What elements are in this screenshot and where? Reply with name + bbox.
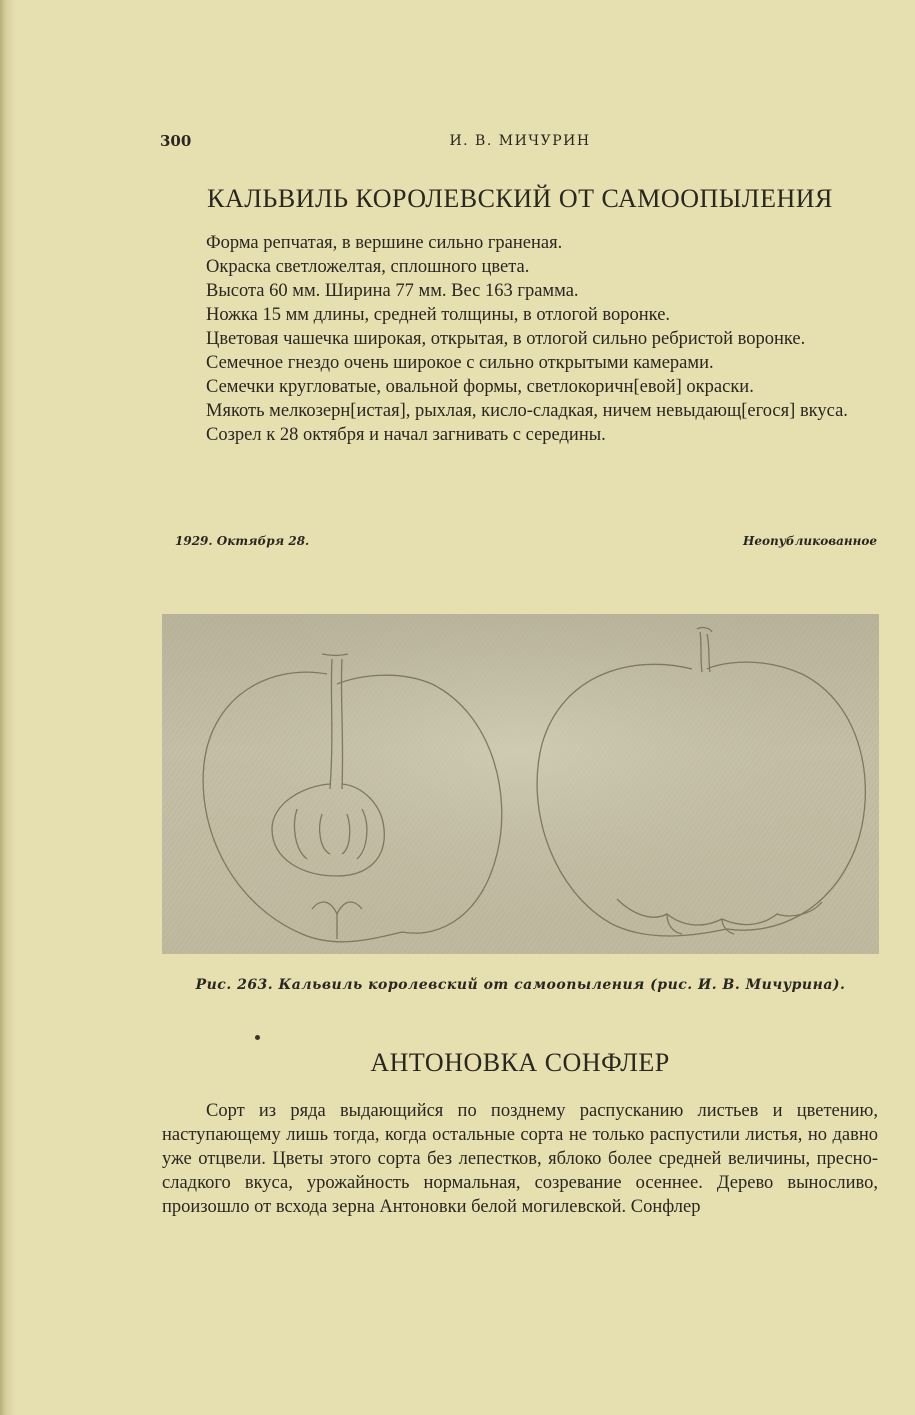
paragraph: Ножка 15 мм длины, средней толщины, в отлогой воронке. [206,305,671,325]
paragraph: Окраска светложелтая, сплошного цвета. [206,257,530,277]
paragraph: Семечное гнездо очень широкое с сильно открытыми камерами. [206,353,714,373]
section-title-antonovka: АНТОНОВКА СОНФЛЕР [370,1048,670,1077]
section-body-calville [162,231,878,447]
paragraph: Созрел к 28 октября и начал загнивать с середины. [206,425,606,445]
paragraph: Высота 60 мм. Ширина 77 мм. Вес 163 грамма. [206,281,579,301]
apple-drawing-figure [162,614,879,954]
paragraph: Семечки кругловатые, овальной формы, светлокоричн[евой] окраски. [206,377,754,397]
paragraph: Форма репчатая, в вершине сильно граненая. [206,233,563,253]
running-head: И. В. МИЧУРИН [449,133,591,149]
apple-drawing-illustration [162,614,879,954]
writing-date: 1929. Октября 28. [175,534,310,548]
section-body-antonovka [162,1099,878,1219]
paragraph: Цветовая чашечка широкая, открытая, в отлогой сильно ребристой воронке. [206,329,806,349]
page-edge [0,0,16,1415]
printing-speck [255,1035,260,1040]
date-line [175,534,877,554]
page-number: 300 [160,132,192,150]
publication-status: Неопубликованное [743,534,877,548]
paragraph: Мякоть мелкозерн[истая], рыхлая, кисло-сладкая, ничем невыдающ[егося] вкуса. [206,401,848,421]
figure-caption: Рис. 263. Кальвиль королевский от самоопыления (рис. И. В. Мичурина). [195,977,846,993]
paragraph: Сорт из ряда выдающийся по позднему распусканию листьев и цветению, наступающему лишь тогда, когда остальные сорта не только распустили листья, но давно уже отцвели. Цветы этого сорта без лепестков, яблоко более средней величины, пресно-сладкого вкуса, урожайность нормальная, созревание осеннее. Дерево выносливо, произошло от всхода зерна Антоновки белой могилевской. Сонфлер [162,1101,878,1217]
section-title-calville: КАЛЬВИЛЬ КОРОЛЕВСКИЙ ОТ САМООПЫЛЕНИЯ [207,184,833,213]
page-header [160,132,880,156]
